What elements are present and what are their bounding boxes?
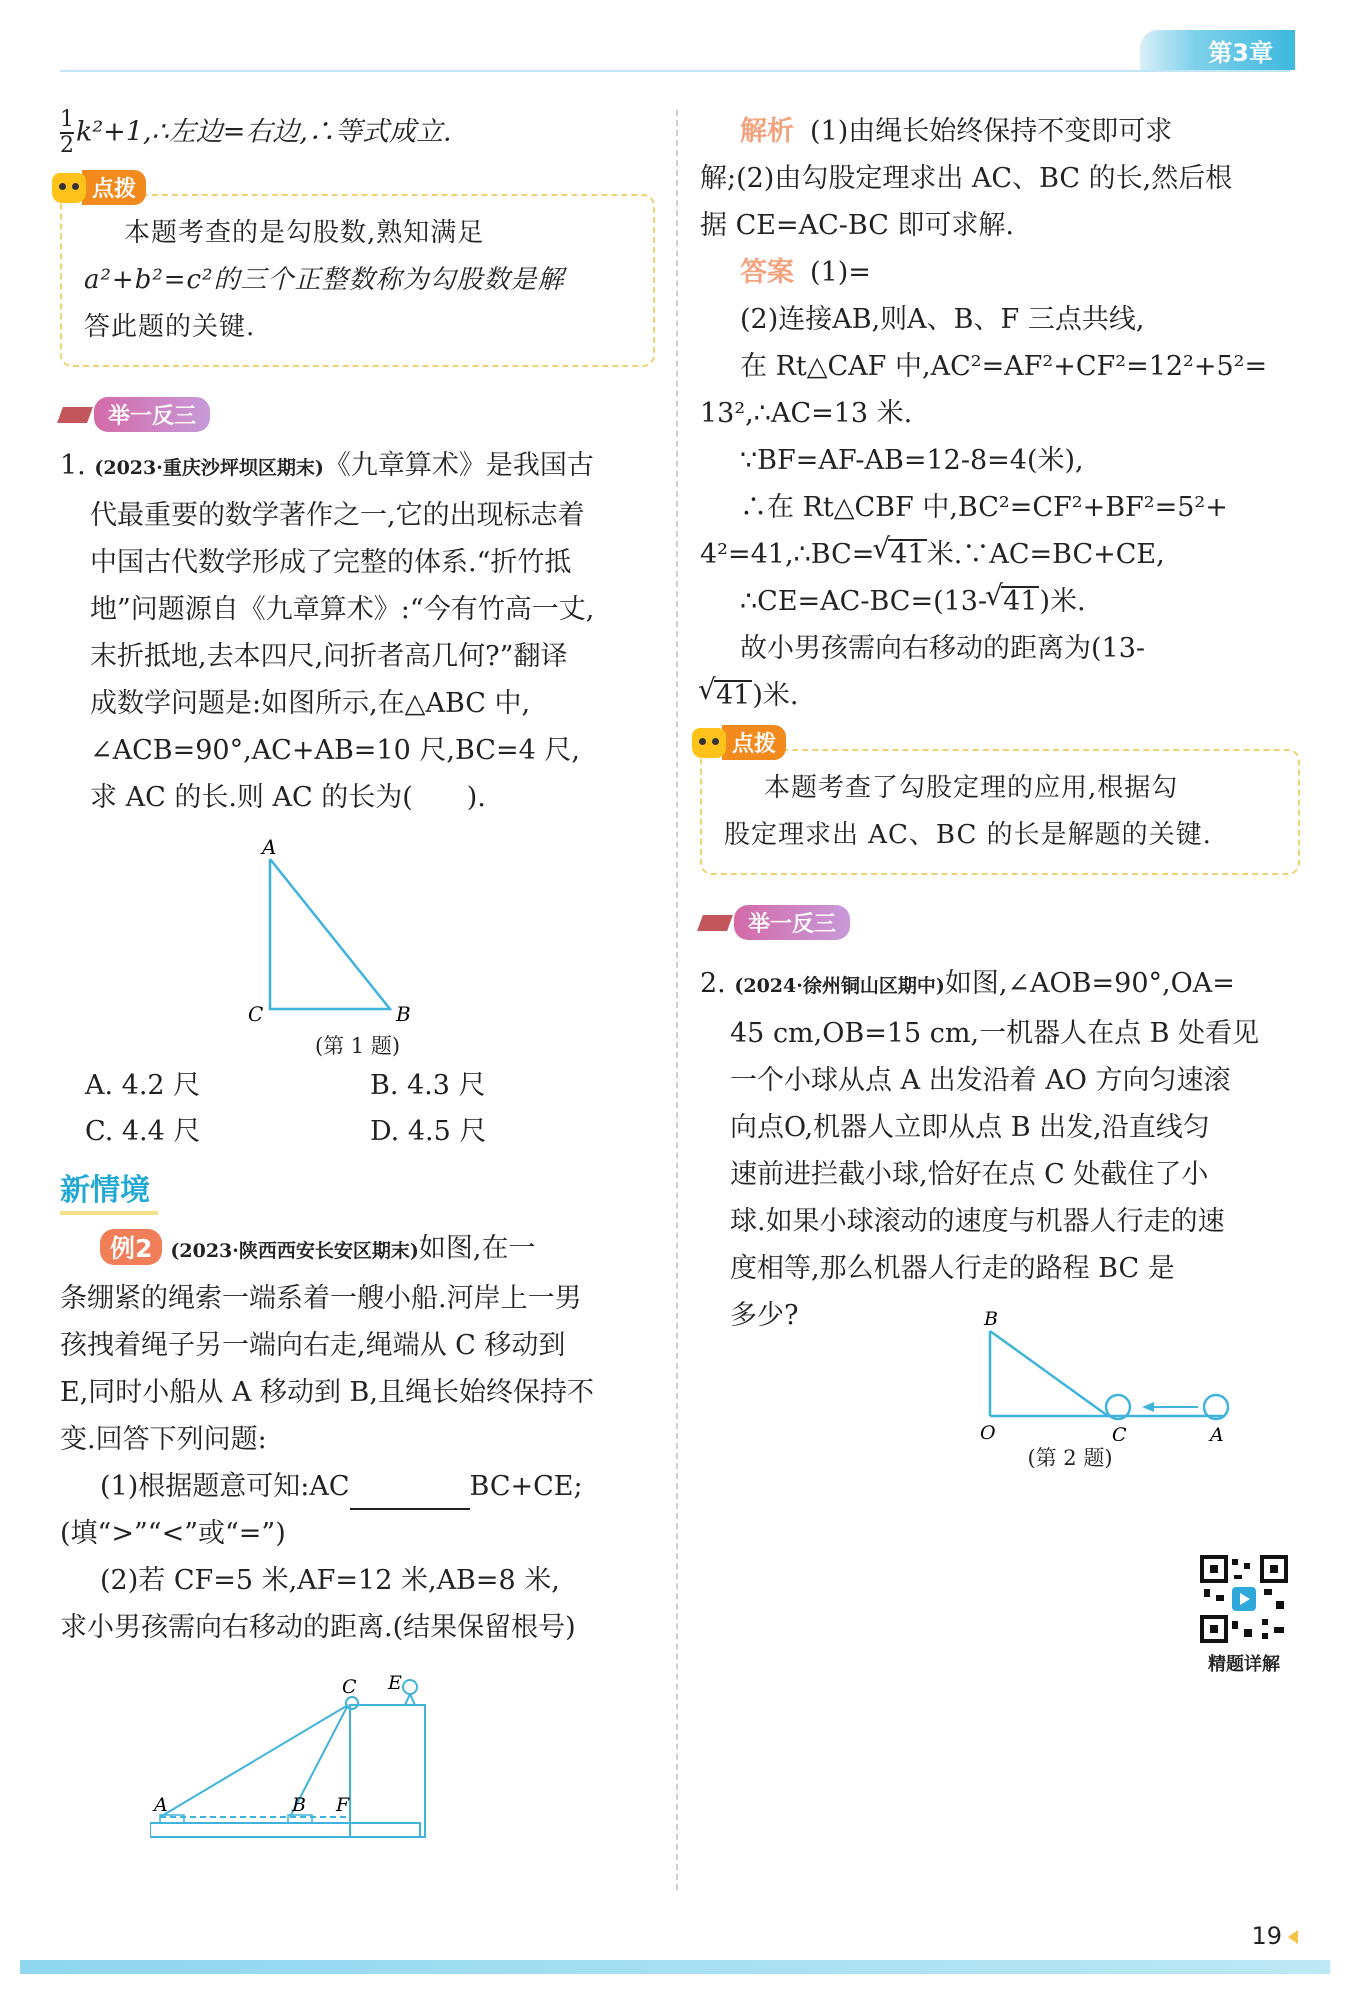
column-divider xyxy=(676,110,678,1890)
label-A: A xyxy=(262,839,277,859)
option-c[interactable]: C. 4.4 尺 xyxy=(85,1116,201,1147)
left-column xyxy=(60,108,655,1845)
label-B: B xyxy=(396,1002,411,1026)
example-2: 例2 (2023·陕西西安长安区期末)如图,在一 条绷紧的绳索一端系着一艘小船.河岸上一男 孩拽着绳子另一端向右走,绳端从 C 移动到 E,同时小船从 A 移动到 B,且绳长始终保持不 变.回答下列问题: (1)根据题意可知:AC BC+CE; (填“>”“<”或“=”) (2)若 CF=5 米,AF=12 米,AB=8 米, 求小男孩需向右移动的距离.(结果保留根号) A B F C E xyxy=(60,1225,655,1845)
answer-blank[interactable] xyxy=(350,1478,470,1510)
label-F: F xyxy=(336,1794,350,1816)
problem-1: 1. (2023·重庆沙坪坝区期末)《九章算术》是我国古 代最重要的数学著作之一,它的出现标志着 中国古代数学形成了完整的体系.“折竹抵 地”问题源自《九章算术》:“今有竹高一丈, 末折抵地,去本四尺,问折者高几何?”翻译 成数学问题是:如图所示,在△ABC 中, ∠ACB=90°,AC+AB=10 尺,BC=4 尺, 求 AC 的长.则 AC 的长为( ). A C B (第 1 题) A. 4.2 尺 B. 4.3 尺 C. 4.4 尺 D. 4.5 尺 xyxy=(60,442,655,1155)
right-column: 解析 (1)由绳长始终保持不变即可求 解;(2)由勾股定理求出 AC、BC 的长,然后根 据 CE=AC-BC 即可求解. 答案 (1)= (2)连接AB,则A、B、F 三点共线, 在 Rt△CAF 中,AC²=AF²+CF²=12²+5²= 13²,∴AC=13 米. ∵BF=AF-AB=12-8=4(米), ∴在 Rt△CBF 中,BC²=CF²+BF²=5²+ 4²=41,∴BC=√ 41米.∵AC=BC+CE, ∴CE=AC-BC=(13-√ 41)米. 故小男孩需向右移动的距离为(13- √ 41)米. 点拨 本题考查了勾股定理的应用,根据勾 股定理求出 AC、BC 的长是解题的关键. 举一反三 2. (2024·徐州铜山区期中)如图,∠AOB=90°,OA= 45 cm,OB=15 cm,一机器人在点 B 处看见 一个小球从点 A 出发沿着 AO 方向匀速滚 向点O,机器人立即从点 B 出发,沿直线匀 速前进拦截小球,恰好在点 C 处截住了小 球.如果小球滚动的速度与机器人行走的速 度相等,那么机器人行走的路程 BC 是 多少? B O C A (第 2 题) xyxy=(700,108,1300,1475)
section-title: 新情境 xyxy=(60,1165,158,1215)
problem-number: 2. xyxy=(700,968,726,999)
problem-source: (2023·重庆沙坪坝区期末) xyxy=(94,457,324,479)
sqrt-41: √ 41 xyxy=(1001,586,1039,616)
tip-box-1: 点拨 本题考查的是勾股数,熟知满足 a²+b²=c²的三个正整数称为勾股数是解 答此题的关键. xyxy=(60,194,655,367)
continuation-line: $\frac{1}{2}$ k²+1,∴左边=右边,∴等式成立. xyxy=(60,107,452,158)
robot-icon xyxy=(52,173,86,203)
analysis-label: 解析 xyxy=(740,116,794,147)
label-A: A xyxy=(154,1794,168,1816)
tip-badge: 点拨 xyxy=(692,725,786,760)
page-number: 19 xyxy=(1251,1922,1282,1950)
graduation-cap-icon xyxy=(697,915,733,931)
example-badge: 例2 xyxy=(100,1229,162,1265)
fraction-half: $\frac{1}{2}$ xyxy=(60,107,74,158)
page-arrow-icon xyxy=(1288,1930,1298,1944)
qr-label: 精题详解 xyxy=(1208,1654,1280,1675)
tip-badge: 点拨 xyxy=(52,170,146,205)
option-d[interactable]: D. 4.5 尺 xyxy=(370,1116,487,1147)
label-E: E xyxy=(388,1672,402,1694)
practice-badge-1: 举一反三 xyxy=(60,397,655,432)
problem-source: (2024·徐州铜山区期中) xyxy=(734,975,945,997)
figure-caption-1: (第 1 题) xyxy=(314,1034,401,1058)
problem-number: 1. xyxy=(60,450,86,481)
answer-options xyxy=(60,1063,655,1155)
robot-ball-figure xyxy=(970,1311,1290,1441)
chapter-tab: 第3章 xyxy=(1140,30,1295,70)
sqrt-41: √ 41 xyxy=(714,680,752,710)
label-C: C xyxy=(342,1676,357,1698)
robot-icon xyxy=(692,728,726,758)
figure-caption-2: (第 2 题) xyxy=(1027,1446,1113,1470)
answer-label: 答案 xyxy=(740,257,794,288)
label-O: O xyxy=(980,1422,996,1441)
boat-figure xyxy=(150,1665,570,1845)
practice-badge-2: 举一反三 xyxy=(700,905,1300,940)
label-C: C xyxy=(1112,1424,1127,1441)
graduation-cap-icon xyxy=(57,407,93,423)
option-a[interactable]: A. 4.2 尺 xyxy=(85,1070,201,1101)
label-B: B xyxy=(984,1311,998,1330)
top-rule xyxy=(60,70,1290,72)
label-A: A xyxy=(1210,1424,1224,1441)
triangle-figure-1 xyxy=(210,839,510,1029)
bottom-bar xyxy=(20,1960,1330,1974)
label-C: C xyxy=(248,1002,264,1026)
problem-2: 2. (2024·徐州铜山区期中)如图,∠AOB=90°,OA= 45 cm,OB=15 cm,一机器人在点 B 处看见 一个小球从点 A 出发沿着 AO 方向匀速滚 向点O,机器人立即从点 B 出发,沿直线匀 速前进拦截小球,恰好在点 C 处截住了小 球.如果小球滚动的速度与机器人行走的速 度相等,那么机器人行走的路程 BC 是 多少? B O C A (第 2 题) xyxy=(700,960,1300,1475)
sqrt-41: √ 41 xyxy=(888,539,926,569)
option-b[interactable]: B. 4.3 尺 xyxy=(370,1070,486,1101)
label-B: B xyxy=(292,1794,306,1816)
tip-box-2: 点拨 本题考查了勾股定理的应用,根据勾 股定理求出 AC、BC 的长是解题的关键. xyxy=(700,749,1300,875)
qr-code-icon[interactable] xyxy=(1200,1555,1288,1643)
